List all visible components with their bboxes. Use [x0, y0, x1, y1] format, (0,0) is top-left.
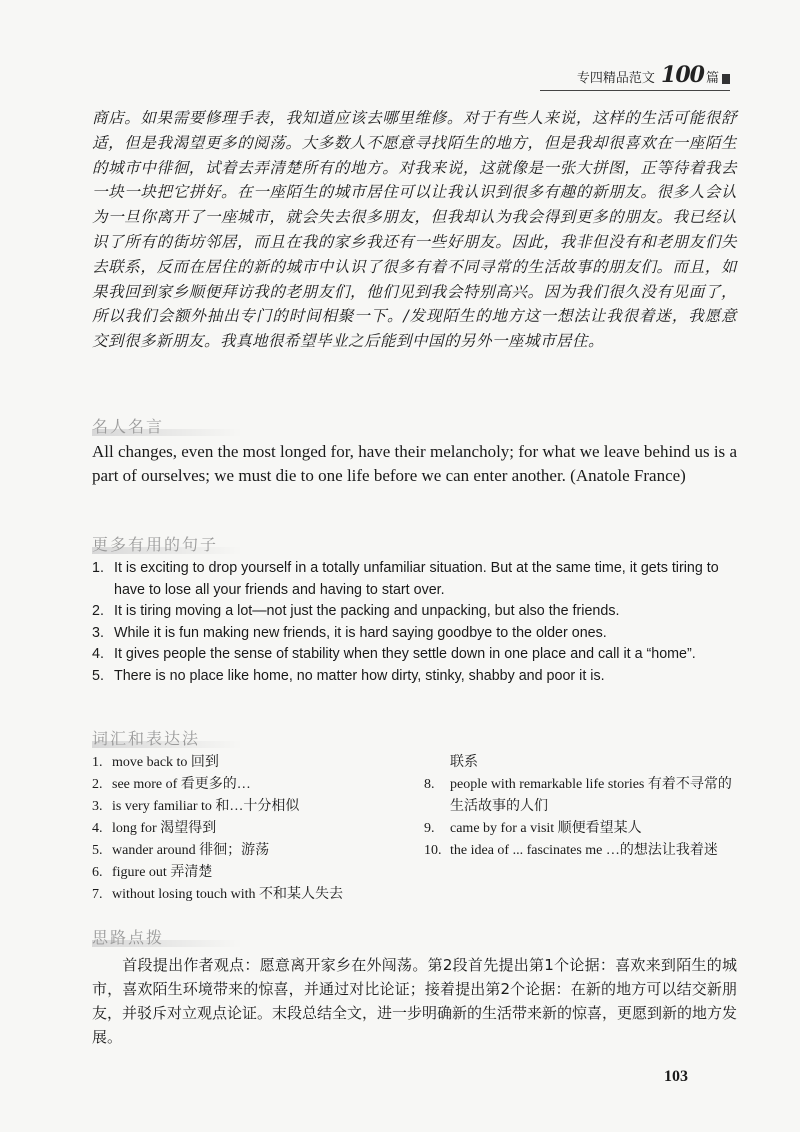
- list-item: [424, 752, 736, 774]
- item-text: the idea of ... fascinates me …的想法让我着迷: [450, 843, 718, 858]
- item-number: 2.: [92, 603, 104, 619]
- header-mark-icon: [722, 74, 730, 84]
- item-number: 3.: [92, 799, 103, 814]
- item-number: 5.: [92, 843, 103, 858]
- item-number: 7.: [92, 887, 103, 902]
- header-suffix: 篇: [705, 71, 719, 86]
- item-text: is very familiar to 和…十分相似: [112, 799, 300, 814]
- item-text: came by for a visit 顺便看望某人: [450, 821, 642, 836]
- item-text: long for 渴望得到: [112, 821, 217, 836]
- famous-quote: All changes, even the most longed for, have their melancholy; for what we leave behind us is a part of ourselves; we must die to one life before we can enter another. (Anatole France): [92, 442, 737, 485]
- list-item: [92, 840, 412, 862]
- item-number: 1.: [92, 755, 103, 770]
- vocab-list-right: [424, 752, 736, 862]
- item-number: 9.: [424, 821, 435, 836]
- header-rule: [540, 90, 730, 91]
- item-text: figure out 弄清楚: [112, 865, 213, 880]
- item-text: 联系: [450, 755, 478, 770]
- item-text: wander around 徘徊；游荡: [112, 843, 270, 858]
- list-item: [92, 666, 737, 688]
- sentences-list: [92, 558, 737, 687]
- item-number: 2.: [92, 777, 103, 792]
- list-item: [92, 752, 412, 774]
- header-number: 100: [661, 62, 704, 88]
- running-header: [577, 62, 730, 88]
- list-item: [424, 840, 736, 862]
- item-number: 8.: [424, 777, 435, 792]
- quote-section-title: 名人名言: [92, 414, 242, 446]
- list-item: [92, 774, 412, 796]
- item-number: 4.: [92, 646, 104, 662]
- list-item: [92, 601, 737, 623]
- item-number: 1.: [92, 560, 104, 576]
- header-prefix: 专四精品范文: [576, 71, 655, 86]
- list-item: [92, 862, 412, 884]
- item-number: 6.: [92, 865, 103, 880]
- item-text: without losing touch with 不和某人失去: [112, 887, 343, 902]
- item-number: 5.: [92, 667, 104, 684]
- list-item: [92, 818, 412, 840]
- item-number: 4.: [92, 821, 103, 836]
- list-item: [424, 774, 736, 818]
- analysis-section-title: 思路点拨: [92, 925, 242, 957]
- list-item: [92, 644, 737, 666]
- list-item: [92, 796, 412, 818]
- item-text: There is no place like home, no matter how dirty, stinky, shabby and poor it is.: [114, 667, 605, 684]
- list-item: [92, 558, 737, 601]
- item-text: It is exciting to drop yourself in a totally unfamiliar situation. But at the same time, it gets tiring to have to lose all your friends and having to start over.: [114, 560, 719, 598]
- item-text: people with remarkable life stories 有着不寻常的生活故事的人们: [450, 777, 732, 814]
- sentences-section-title: 更多有用的句子: [92, 532, 242, 564]
- item-text: It is tiring moving a lot—not just the packing and unpacking, but also the friends.: [114, 603, 620, 619]
- analysis-text: 首段提出作者观点：愿意离开家乡在外闯荡。第2段首先提出第1个论据：喜欢来到陌生的城市，喜欢陌生环境带来的惊喜，并通过对比论证；接着提出第2个论据：在新的地方可以结交新朋友，并驳斥对立观点论证。末段总结全文，进一步明确新的生活带来新的惊喜，更愿到新的地方发展。: [92, 956, 738, 1046]
- vocab-section-title: 词汇和表达法: [92, 726, 242, 758]
- item-text: move back to 回到: [112, 755, 219, 770]
- essay-paragraph: 商店。如果需要修理手表，我知道应该去哪里维修。对于有些人来说，这样的生活可能很舒适，但是我渴望更多的阅荡。大多数人不愿意寻找陌生的地方，但是我却很喜欢在一座陌生的城市中徘徊，试着去弄清楚所有的地方。对我来说，这就像是一张大拼图，正等待着我去一块一块把它拼好。在一座陌生的城市居住可以让我认识到很多有趣的新朋友。很多人会认为一旦你离开了一座城市，就会失去很多朋友，但我却认为我会得到更多的朋友。我已经认识了所有的街坊邻居，而且在我的家乡我还有一些好朋友。因此，我非但没有和老朋友们失去联系，反而在居住的新的城市中认识了很多有着不同寻常的生活故事的朋友们。而且，如果我回到家乡顺便拜访我的老朋友们，他们见到我会特别高兴。因为我们很久没有见面了，所以我们会额外抽出专门的时间相聚一下。/发现陌生的地方这一想法让我很着迷，我愿意交到很多新朋友。我真地很希望毕业之后能到中国的另外一座城市居住。: [92, 109, 737, 351]
- list-item: [424, 818, 736, 840]
- list-item: [92, 623, 737, 645]
- item-number: 10.: [424, 843, 442, 858]
- page-number: 103: [664, 1068, 688, 1085]
- vocab-list-left: [92, 752, 412, 906]
- item-text: It gives people the sense of stability when they settle down in one place and call it a “home”.: [114, 646, 696, 662]
- item-text: While it is fun making new friends, it is hard saying goodbye to the older ones.: [114, 624, 607, 641]
- analysis-paragraph: [92, 953, 737, 1049]
- item-number: 3.: [92, 624, 104, 641]
- item-text: see more of 看更多的…: [112, 777, 251, 792]
- list-item: [92, 884, 412, 906]
